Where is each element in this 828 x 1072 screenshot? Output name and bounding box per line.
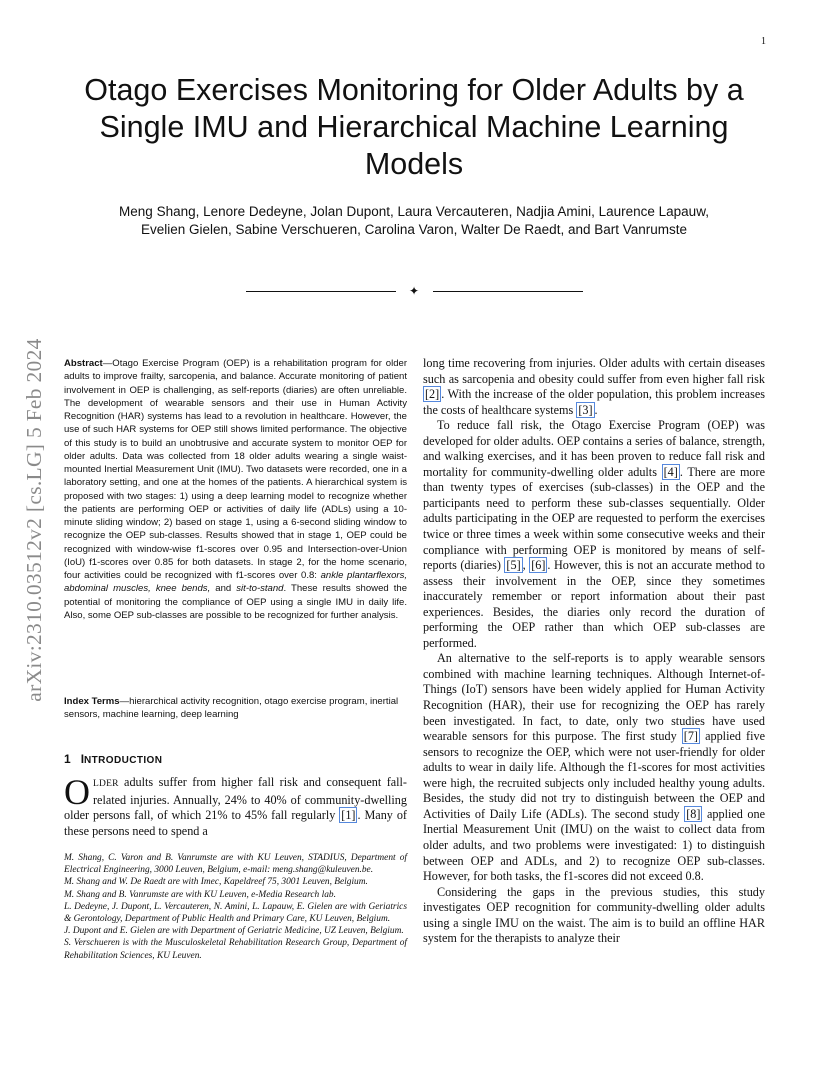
citation-link[interactable]: [8] <box>686 806 701 821</box>
right-column-body <box>423 356 765 947</box>
abstract-italic-sit-to-stand: sit-to-stand <box>236 583 284 595</box>
intro-text-end: . Many of these persons need to spend a <box>64 808 407 838</box>
divider-line-right <box>433 291 583 292</box>
abstract-label: Abstract <box>64 358 103 369</box>
section-title-initial: I <box>80 752 85 766</box>
abstract-text: —Otago Exercise Program (OEP) is a rehabilitation program for older adults to improve frailty, sarcopenia, and balance. Accurate monitoring of patient involvement in OEP is challenging, as self-reports (diaries) are often unreliable. The development of wearable sensors and their use in Human Activity Recognition (HAR) systems has lead to a revolution in healthcare. However, the use of such HAR systems for OEP still shows limited performance. The objective of this study is to build an unobtrusive and accurate system to monitor OEP for older adults. Data was collected from 18 older adults wearing a single waist-mounted Inertial Measurement Unit (IMU). Two datasets were recorded, one in a laboratory setting, and one at the homes of the patients. A hierarchical system is proposed with two stages: 1) using a deep learning model to recognize whether the patients are performing OEP or activities of daily life (ADLs) using a 10-minute sliding window; 2) based on stage 1, using a 6-second sliding window to recognize the OEP sub-classes. Results showed that in stage 1, OEP could be recognized with window-wise f1-scores over 0.95 and Intersection-over-Union (IoU) f1-scores over 0.85 for both datasets. In stage 2, for the home scenario, four activities could be recognized with f1-scores over 0.8: <box>64 358 407 581</box>
citation-link[interactable]: [2] <box>425 387 440 402</box>
footnote: S. Verschueren is with the Musculoskeletal Rehabilitation Research Group, Department of Rehabilitation Sciences, KU Leuven. <box>64 938 407 961</box>
body-text: . However, this is not an accurate method to assess their involvement in the OEP, since they sometimes inaccurately remember or report information about their past experiences. Besides, the diaries only record the duration of performing the OEP rather than which OEP sub-classes are performed. <box>423 558 766 650</box>
abstract-italic-activities: ankle plantarflexors, abdominal muscles, knee bends, <box>64 570 408 595</box>
body-text: long time recovering from injuries. Older adults with certain diseases such as sarcopenia and obesity could suffer from even higher fall risk <box>423 356 765 386</box>
footnote: J. Dupont and E. Gielen are with Department of Geriatric Medicine, UZ Leuven, Belgium. <box>64 926 404 937</box>
affiliation-footnotes <box>64 852 407 962</box>
body-text: , <box>522 558 530 573</box>
body-text: . There are more than twenty types of exercises (sub-classes) in the OEP and the participants need to perform these sub-classes sequentially. Older adults participating in the OEP are requested to perform the exercises twice or three times a week within some consecutive weeks and their compliance with performing OEP is monitored by means of self-reports (diaries) <box>423 464 765 573</box>
body-text: To reduce fall risk, the Otago Exercise Program (OEP) was developed for older adults. OEP contains a series of balance, strength, and walking exercises, and it has been proven to reduce fall risk and mortality for community-dwelling older adults <box>423 418 765 479</box>
abstract-text-and: and <box>210 583 237 595</box>
section-divider <box>246 284 583 298</box>
body-text: An alternative to the self-reports is to apply wearable sensors combined with machine learning techniques. Although Internet-of-Things (IoT) sensors have been widely applied for Human Activity Recognition (HAR), their use for recognizing the OEP has rarely been investigated. In fact, to date, only two studies have used wearable sensors for this purpose. The first study <box>423 651 765 744</box>
body-paragraph <box>423 418 765 651</box>
arxiv-identifier-stamp: arXiv:2310.03512v2 [cs.LG] 5 Feb 2024 <box>22 338 46 702</box>
footnote: L. Dedeyne, J. Dupont, L. Vercauteren, N. Amini, L. Lapauw, E. Gielen are with Geriatrics & Gerontology, Department of Public Health and Primary Care, KU Leuven, Belgium. <box>64 901 407 925</box>
authors-line-2: Evelien Gielen, Sabine Verschueren, Carolina Varon, Walter De Raedt, and Bart Vanrumste <box>140 222 688 237</box>
index-terms <box>64 695 407 722</box>
citation-link[interactable]: [3] <box>578 402 593 417</box>
divider-line-left <box>246 291 396 292</box>
citation-link[interactable]: [5] <box>506 558 521 573</box>
divider-diamond-icon: ✦ <box>409 284 420 298</box>
abstract-text-end: . These results showed the potential of monitoring the compliance of OEP using a single IMU in daily life. Also, some OEP sub-classes are possible to be recognized for further analysis. <box>64 583 408 621</box>
intro-text: adults suffer from higher fall risk and consequent fall-related injuries. Annually, 24% to 40% of community-dwelling older persons fall, of which 21% to 45% fall regularly <box>64 775 407 822</box>
body-text: applied five sensors to recognize the OEP, which were not user-friendly for older adults to wear in daily life. Although the f1-scores for most activities were high, the recruited subjects only included healthy young adults. Besides, the study did not try to distinguish between the OEP and Activities of Daily Life (ADLs). The second study <box>423 729 765 821</box>
abstract <box>64 357 407 622</box>
body-text: applied one Inertial Measurement Unit (IMU) on the waist to collect data from older adults, and two problems were investigated: 1) to distinguish between OEP and ADLs, and 2) to recognize OEP sub-classes. However, for both tasks, the f1-scores did not exceed 0.8. <box>423 806 765 884</box>
body-text: . With the increase of the older population, this problem increases the costs of healthcare systems <box>423 387 765 417</box>
section-heading-introduction <box>64 752 162 766</box>
paper-title: Otago Exercises Monitoring for Older Adults by a Single IMU and Hierarchical Machine Learning Models <box>84 73 744 181</box>
body-paragraph: Considering the gaps in the previous studies, this study investigates OEP recognition for community-dwelling older adults using a single IMU on the waist. The aim is to build an offline HAR system for the therapists to analyze their <box>423 884 765 946</box>
footnote: M. Shang and W. De Raedt are with Imec, Kapeldreef 75, 3001 Leuven, Belgium. <box>64 877 368 888</box>
body-text: . <box>594 402 598 417</box>
footnote: M. Shang and B. Vanrumste are with KU Leuven, e-Media Research lab. <box>64 889 336 900</box>
index-terms-text: —hierarchical activity recognition, otago exercise program, inertial sensors, machine learning, deep learning <box>64 696 399 721</box>
index-terms-label: Index Terms <box>64 696 120 707</box>
page-number: 1 <box>761 36 766 47</box>
citation-link[interactable]: [4] <box>663 464 678 479</box>
authors-line-1: Meng Shang, Lenore Dedeyne, Jolan Dupont, Laura Vercauteren, Nadjia Amini, Laurence Lapauw, <box>119 204 709 219</box>
intro-smallcaps: LDER <box>93 779 119 789</box>
section-title-rest: NTRODUCTION <box>84 755 163 766</box>
body-paragraph <box>423 651 765 884</box>
drop-cap: O <box>64 772 90 812</box>
author-list <box>62 203 766 239</box>
body-paragraph <box>423 356 765 418</box>
citation-link[interactable]: [7] <box>683 729 698 744</box>
section-number: 1 <box>64 752 71 766</box>
introduction-paragraph <box>64 772 407 839</box>
citation-link[interactable]: [6] <box>531 558 546 573</box>
citation-link[interactable]: [1] <box>341 808 356 822</box>
footnote: M. Shang, C. Varon and B. Vanrumste are with KU Leuven, STADIUS, Department of Electrical Engineering, 3000 Leuven, Belgium, e-mail: meng.shang@kuleuven.be. <box>64 853 407 876</box>
